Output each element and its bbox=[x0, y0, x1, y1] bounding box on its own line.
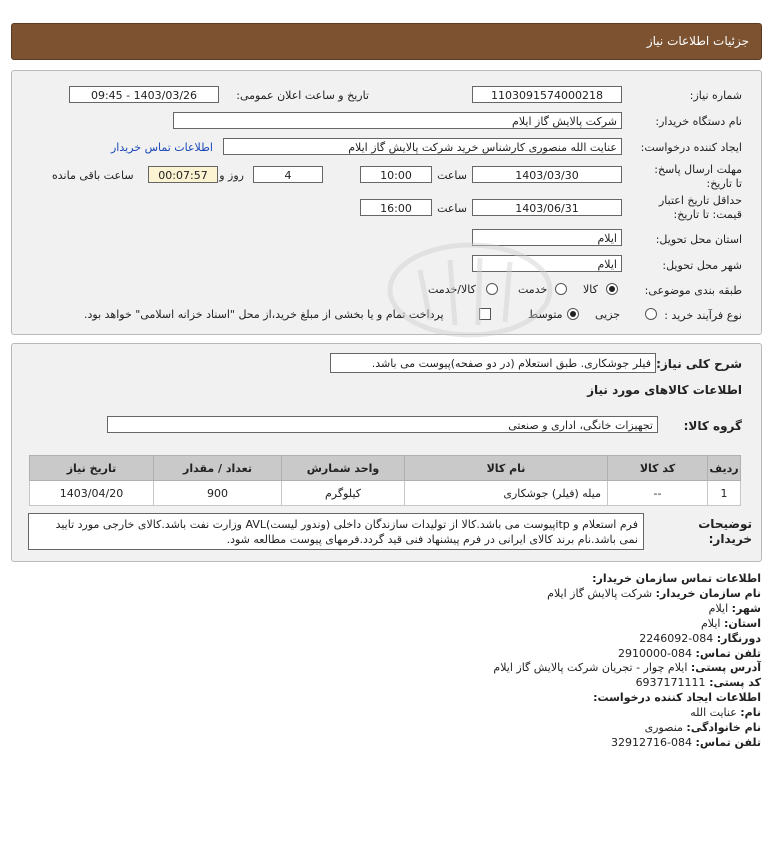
deadline-time-field: 10:00 bbox=[360, 166, 432, 183]
category-option-goods: کالا bbox=[583, 283, 598, 296]
announce-field: 1403/03/26 - 09:45 bbox=[69, 86, 219, 103]
validity-label: حداقل تاریخ اعتبار قیمت: تا تاریخ: bbox=[658, 194, 742, 221]
col-row: ردیف bbox=[708, 456, 741, 481]
buyer-org-label: نام دستگاه خریدار: bbox=[655, 115, 742, 128]
notes-label bbox=[698, 517, 752, 547]
col-name: نام کالا bbox=[405, 456, 608, 481]
contact-phone-line: تلفن تماس: 084-2910000 bbox=[618, 646, 761, 660]
contact-title: اطلاعات تماس سازمان خریدار: bbox=[592, 572, 761, 585]
creator-last-name: منصوری bbox=[644, 721, 683, 735]
creator-first-name-line: نام: عنایت الله bbox=[690, 706, 761, 720]
deadline-date-field: 1403/03/30 bbox=[472, 166, 622, 183]
cell-code: -- bbox=[608, 481, 708, 506]
creator-label: ایجاد کننده درخواست: bbox=[640, 141, 742, 154]
contact-phone: 084-2910000 bbox=[618, 646, 693, 660]
goods-table bbox=[29, 455, 741, 506]
deadline-time-label: ساعت bbox=[437, 169, 467, 182]
process-radio-minor[interactable] bbox=[645, 308, 657, 320]
validity-time-label: ساعت bbox=[437, 202, 467, 215]
notes-label-line1: توضیحات bbox=[698, 517, 752, 531]
province-label: استان محل تحویل: bbox=[655, 233, 742, 246]
col-unit: واحد شمارش bbox=[282, 456, 405, 481]
city-label: شهر محل تحویل: bbox=[662, 259, 742, 272]
need-number-field: 1103091574000218 bbox=[472, 86, 622, 103]
notes-label-line2: خریدار: bbox=[708, 532, 752, 546]
goods-info-title: اطلاعات کالاهای مورد نیاز bbox=[587, 383, 742, 397]
buyer-org-field: شرکت پالایش گاز ایلام bbox=[173, 112, 622, 129]
contact-address-line: آدرس پستی: ایلام چوار - تجریان شرکت پالایش گاز ایلام bbox=[493, 661, 761, 675]
validity-date-field: 1403/06/31 bbox=[472, 199, 622, 216]
remaining-label: ساعت باقی مانده bbox=[52, 169, 134, 182]
contact-address: ایلام چوار - تجریان شرکت پالایش گاز ایلام bbox=[493, 661, 688, 675]
cell-unit: کیلوگرم bbox=[282, 481, 405, 506]
category-option-goods-service: کالا/خدمت bbox=[428, 283, 476, 296]
category-radio-goods[interactable] bbox=[606, 283, 618, 295]
days-field: 4 bbox=[253, 166, 323, 183]
payment-checkbox[interactable] bbox=[479, 308, 491, 320]
buyer-contact-link[interactable]: اطلاعات تماس خریدار bbox=[111, 141, 213, 154]
contact-province: ایلام bbox=[701, 616, 721, 630]
col-code: کد کالا bbox=[608, 456, 708, 481]
page-header bbox=[11, 23, 762, 60]
need-description-field: فیلر جوشکاری. طبق استعلام (در دو صفحه)پیوست می باشد. bbox=[330, 353, 656, 373]
col-date: تاریخ نیاز bbox=[30, 456, 154, 481]
category-label: طبقه بندی موضوعی: bbox=[644, 284, 742, 297]
remaining-time-field: 00:07:57 bbox=[148, 166, 218, 183]
creator-first-name: عنایت الله bbox=[690, 706, 737, 720]
deadline-label: مهلت ارسال پاسخ: تا تاریخ: bbox=[654, 163, 742, 190]
table-header-row bbox=[30, 456, 741, 481]
days-label: روز و bbox=[219, 169, 244, 182]
contact-city: ایلام bbox=[708, 601, 729, 615]
col-quantity: تعداد / مقدار bbox=[154, 456, 282, 481]
goods-group-label: گروه کالا: bbox=[683, 419, 742, 433]
creator-phone-line: تلفن تماس: 084-32912716 bbox=[611, 735, 761, 749]
creator-phone: 084-32912716 bbox=[611, 735, 693, 749]
creator-title: اطلاعات ایجاد کننده درخواست: bbox=[593, 691, 761, 705]
process-option-minor: جزیی bbox=[595, 308, 621, 321]
contact-fax-line: دورنگار: 084-2246092 bbox=[639, 631, 761, 645]
process-label: نوع فرآیند خرید : bbox=[664, 309, 742, 322]
cell-name: میله (فیلر) جوشکاری bbox=[405, 481, 608, 506]
category-option-service: خدمت bbox=[518, 283, 548, 296]
table-row bbox=[30, 481, 741, 506]
need-number-label: شماره نیاز: bbox=[689, 89, 742, 102]
payment-note: پرداخت تمام و یا بخشی از مبلغ خرید،از محل "اسناد خزانه اسلامی" خواهد بود. bbox=[84, 308, 444, 321]
cell-quantity: 900 bbox=[154, 481, 282, 506]
creator-last-name-line: نام خانوادگی: منصوری bbox=[644, 721, 761, 735]
province-field: ایلام bbox=[472, 229, 622, 246]
contact-fax: 084-2246092 bbox=[639, 631, 714, 645]
category-radio-goods-service[interactable] bbox=[486, 283, 498, 295]
need-description-label: شرح کلی نیاز: bbox=[656, 357, 742, 371]
cell-row: 1 bbox=[708, 481, 741, 506]
goods-group-field: تجهیزات خانگی، اداری و صنعتی bbox=[107, 416, 658, 433]
process-option-medium: متوسط bbox=[528, 308, 563, 321]
contact-postal-line: کد پستی: 6937171111 bbox=[635, 676, 761, 690]
contact-org: شرکت پالایش گاز ایلام bbox=[547, 586, 653, 600]
cell-date: 1403/04/20 bbox=[30, 481, 154, 506]
buyer-notes-field: فرم استعلام و itpپیوست می باشد.کالا از تولیدات سازندگان داخلی (وندور لیست)AVL وزارت نفت باشد.کالای خارجی مورد تایید نمی باشد.نام برند کالای ایرانی در فرم پیشنهاد فنی قید گردد.فرمهای پیوست مطالعه شود. bbox=[28, 513, 644, 550]
process-radio-medium[interactable] bbox=[567, 308, 579, 320]
contact-section bbox=[61, 572, 761, 751]
page-title: جزئیات اطلاعات نیاز bbox=[646, 34, 749, 48]
contact-province-line: استان: ایلام bbox=[701, 616, 761, 630]
contact-postal: 6937171111 bbox=[635, 676, 706, 690]
announce-label: تاریخ و ساعت اعلان عمومی: bbox=[236, 89, 369, 102]
city-field: ایلام bbox=[472, 255, 622, 272]
category-radio-service[interactable] bbox=[555, 283, 567, 295]
contact-org-line: نام سازمان خریدار: شرکت پالایش گاز ایلام bbox=[547, 586, 761, 600]
contact-city-line: شهر: ایلام bbox=[708, 601, 761, 615]
validity-time-field: 16:00 bbox=[360, 199, 432, 216]
creator-field: عنایت الله منصوری کارشناس خرید شرکت پالایش گاز ایلام bbox=[223, 138, 622, 155]
